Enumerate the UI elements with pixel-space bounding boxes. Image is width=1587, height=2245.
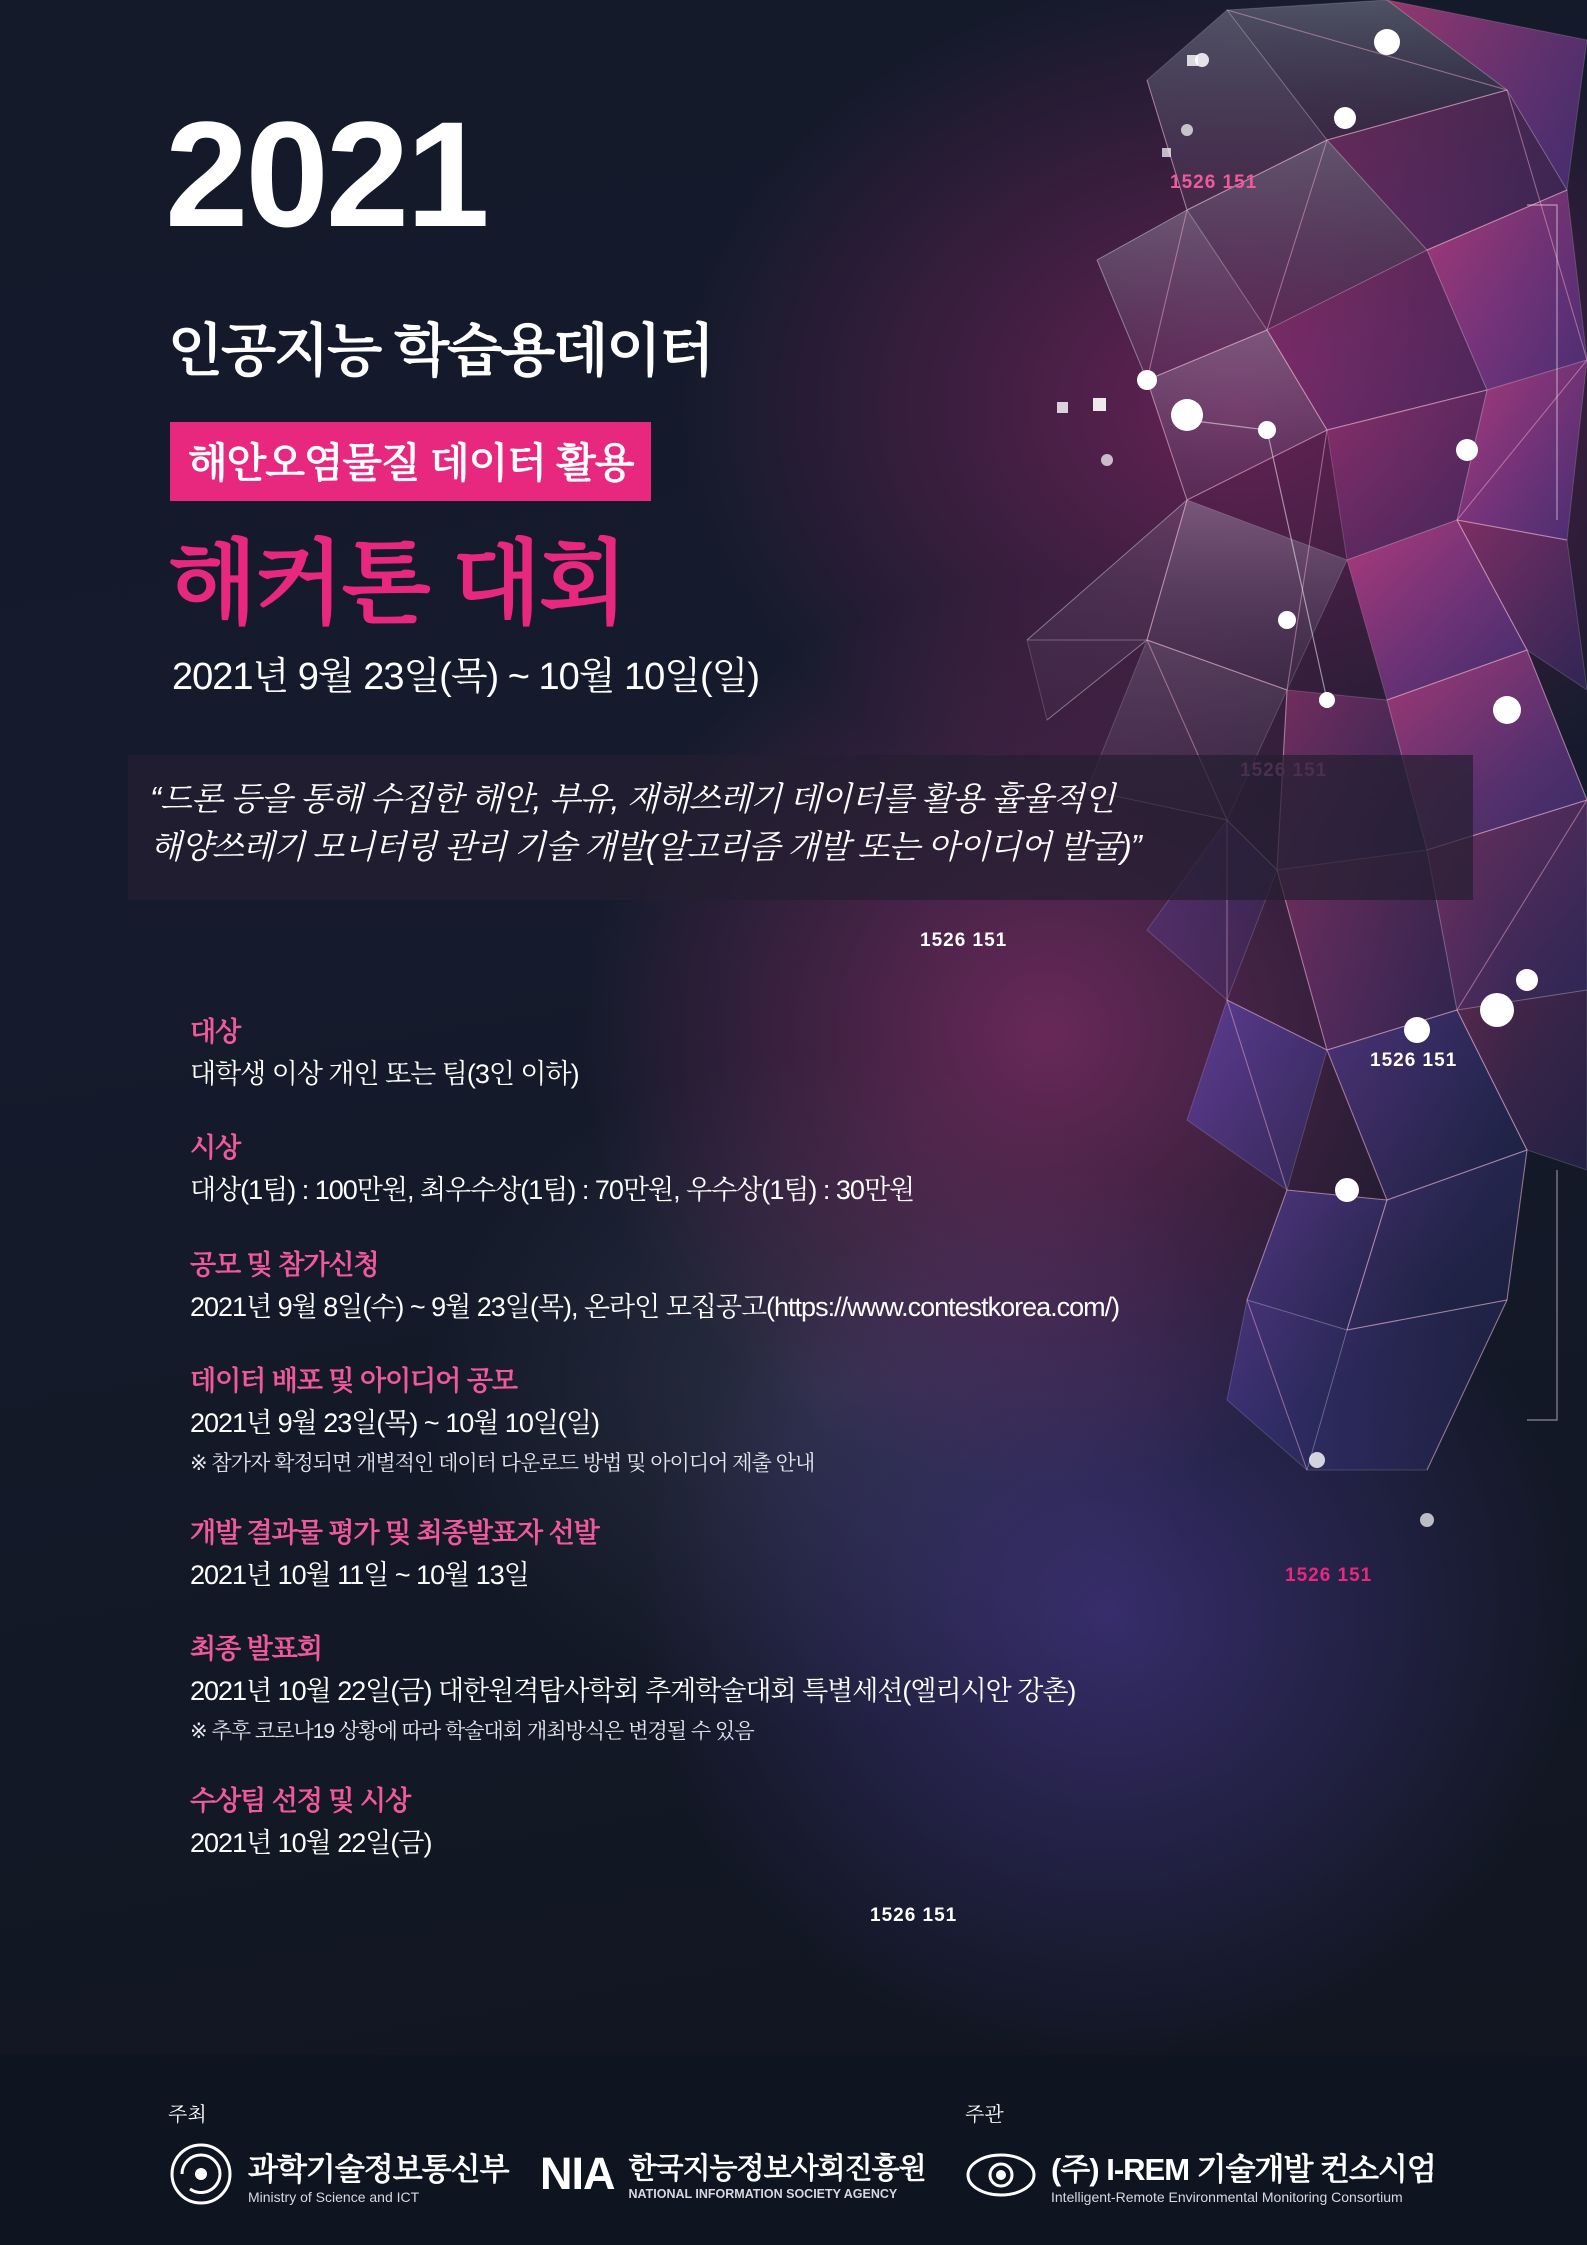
graphic-label-4: 1526 151 — [1285, 1565, 1373, 1586]
info-heading: 시상 — [190, 1133, 241, 1164]
logo-nia — [540, 2146, 926, 2201]
nia-name-en: NATIONAL INFORMATION SOCIETY AGENCY — [628, 2187, 898, 2201]
info-heading: 대상 — [190, 1017, 241, 1047]
eye-logo-icon — [965, 2147, 1037, 2203]
page-title: 해커톤 대회 — [168, 533, 626, 635]
info-body: 2021년 10월 22일(금) 대한원격탐사학회 추계학술대회 특별세션(엘리시안 강촌) — [190, 1676, 1076, 1707]
info-item-data-release — [190, 1359, 1200, 1476]
info-note: ※ 참가자 확정되면 개별적인 데이터 다운로드 방법 및 아이디어 제출 안내 — [190, 1451, 815, 1475]
graphic-label-2: 1526 151 — [920, 930, 1008, 951]
info-item-prizes — [190, 1126, 1200, 1208]
poster-date-range: 2021년 9월 23일(목) ~ 10월 10일(일) — [172, 656, 760, 698]
quote-line-2: 해양쓰레기 모니터링 관리 기술 개발(알고리즘 개발 또는 아이디어 발굴)” — [150, 827, 1141, 865]
footer-host-label: 주최 — [168, 2104, 207, 2126]
irem-name-ko: (주) I-REM 기술개발 컨소시엄 — [1051, 2152, 1436, 2187]
info-list — [190, 1010, 1200, 1895]
ministry-name-ko: 과학기술정보통신부 — [248, 2151, 509, 2187]
logo-ministry-of-science-ict — [168, 2143, 509, 2205]
info-item-target — [190, 1010, 1200, 1092]
poster-subtitle: 인공지능 학습용데이터 — [168, 319, 713, 383]
irem-name-en: Intelligent-Remote Environmental Monitoring Consortium — [1051, 2189, 1403, 2205]
info-heading: 수상팀 선정 및 시상 — [190, 1785, 411, 1816]
info-body: 대상(1팀) : 100만원, 최우수상(1팀) : 70만원, 우수상(1팀) : 30만원 — [190, 1175, 915, 1206]
logo-irem-consortium — [965, 2144, 1436, 2205]
nia-wordmark: NIA — [540, 2147, 615, 2199]
info-heading: 데이터 배포 및 아이디어 공모 — [190, 1366, 517, 1397]
info-heading: 최종 발표회 — [190, 1634, 322, 1665]
graphic-label-0: 1526 151 — [1170, 172, 1258, 193]
info-heading: 공모 및 참가신청 — [190, 1249, 379, 1280]
nia-name-ko: 한국지능정보사회진흥원 — [628, 2153, 926, 2185]
graphic-label-3: 1526 151 — [1370, 1050, 1458, 1071]
info-heading: 개발 결과물 평가 및 최종발표자 선발 — [190, 1517, 599, 1548]
quote-text — [150, 775, 1470, 871]
quote-line-1: “드론 등을 통해 수집한 해안, 부유, 재해쓰레기 데이터를 활용 휼율적인 — [150, 780, 1115, 817]
ministry-name-en: Ministry of Science and ICT — [248, 2188, 420, 2205]
info-item-evaluation — [190, 1511, 1200, 1593]
info-item-application — [190, 1243, 1200, 1325]
info-body: 2021년 9월 23일(목) ~ 10월 10일(일) — [190, 1408, 599, 1439]
info-body: 2021년 10월 11일 ~ 10월 13일 — [190, 1559, 529, 1590]
footer-organizer-label: 주관 — [965, 2104, 1004, 2126]
info-body: 2021년 9월 8일(수) ~ 9월 23일(목), 온라인 모집공고(https://www.contestkorea.com/) — [190, 1291, 1120, 1322]
graphic-label-5: 1526 151 — [870, 1905, 958, 1926]
poster-badge: 해안오염물질 데이터 활용 — [170, 422, 651, 501]
poster-year: 2021 — [165, 90, 487, 258]
info-body: 2021년 10월 22일(금) — [190, 1827, 432, 1858]
info-body: 대학생 이상 개인 또는 팀(3인 이하) — [190, 1059, 579, 1089]
info-note: ※ 추후 코로나19 상황에 따라 학술대회 개최방식은 변경될 수 있음 — [190, 1719, 754, 1743]
government-emblem-icon — [168, 2143, 234, 2205]
info-item-final-presentation — [190, 1627, 1200, 1744]
info-item-awards — [190, 1779, 1200, 1861]
